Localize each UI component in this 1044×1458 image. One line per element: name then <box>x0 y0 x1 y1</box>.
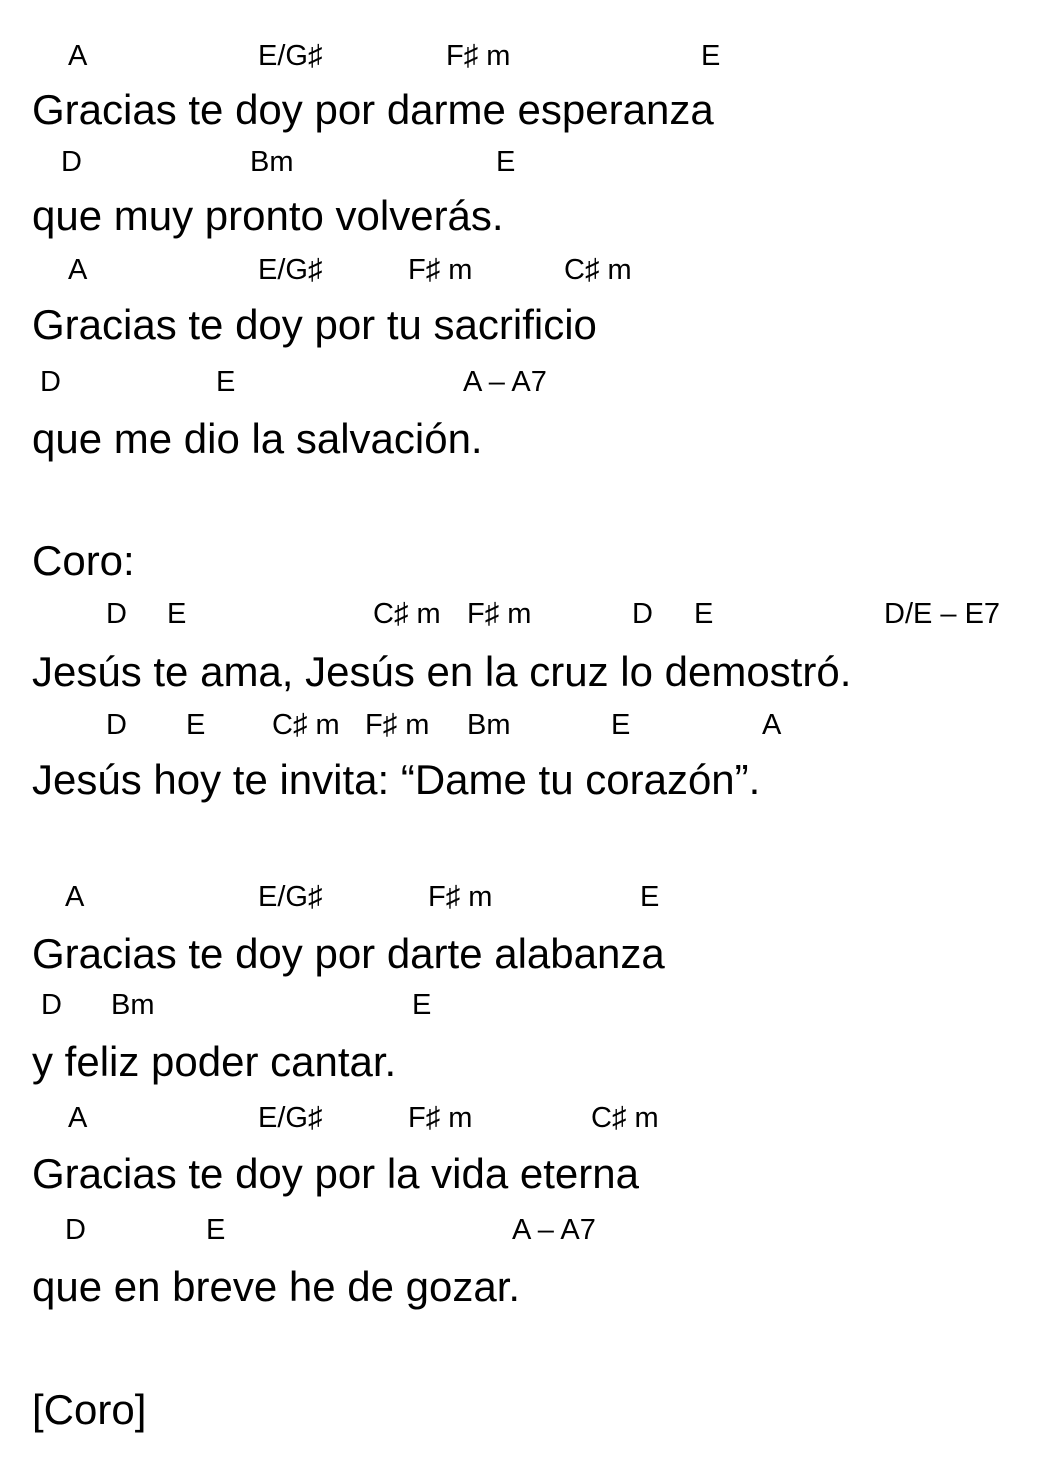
chord: Bm <box>250 146 294 178</box>
chord: D <box>61 146 82 178</box>
chord: E/G♯ <box>258 254 323 286</box>
lyric-line: Gracias te doy por tu sacrificio <box>32 301 597 348</box>
chord: C♯ m <box>373 598 441 630</box>
chord: D <box>632 598 653 630</box>
chord: E <box>694 598 714 630</box>
chord: A – A7 <box>463 366 547 398</box>
chord: F♯ m <box>428 881 493 913</box>
chord: A – A7 <box>512 1214 596 1246</box>
chorus-repeat-label: [Coro] <box>32 1386 147 1433</box>
lyric-line: y feliz poder cantar. <box>32 1038 397 1085</box>
chord: Bm <box>467 709 511 741</box>
lyric-line: Gracias te doy por la vida eterna <box>32 1150 639 1197</box>
chord: F♯ m <box>467 598 532 630</box>
chord: E/G♯ <box>258 881 323 913</box>
chord: A <box>68 40 88 72</box>
chord: C♯ m <box>564 254 632 286</box>
lyric-line: Jesús hoy te invita: “Dame tu corazón”. <box>32 756 761 803</box>
chord: F♯ m <box>408 1102 473 1134</box>
chord: E <box>611 709 631 741</box>
chord: E <box>412 989 432 1021</box>
chorus-label: Coro: <box>32 537 135 584</box>
chord: E/G♯ <box>258 40 323 72</box>
lyric-line: Gracias te doy por darme esperanza <box>32 86 714 133</box>
lyric-line: que en breve he de gozar. <box>32 1263 521 1310</box>
chord: D <box>40 366 61 398</box>
chord: A <box>68 254 88 286</box>
chord: F♯ m <box>446 40 511 72</box>
chord: F♯ m <box>365 709 430 741</box>
chord: E <box>216 366 236 398</box>
chord: E <box>496 146 516 178</box>
lyric-line: que muy pronto volverás. <box>32 192 504 239</box>
chord: C♯ m <box>272 709 340 741</box>
chord: D <box>106 598 127 630</box>
chord: D/E – E7 <box>884 598 1001 630</box>
chord: E <box>186 709 206 741</box>
chord: F♯ m <box>408 254 473 286</box>
chord: E <box>206 1214 226 1246</box>
chord: A <box>65 881 85 913</box>
lyric-line: Jesús te ama, Jesús en la cruz lo demostró. <box>32 648 852 695</box>
chord: D <box>106 709 127 741</box>
chord: C♯ m <box>591 1102 659 1134</box>
chord: E <box>640 881 660 913</box>
chord: E <box>701 40 721 72</box>
chord: D <box>65 1214 86 1246</box>
lyric-line: que me dio la salvación. <box>32 415 483 462</box>
chord: A <box>68 1102 88 1134</box>
chord: A <box>762 709 782 741</box>
chord: D <box>41 989 62 1021</box>
chord: E <box>167 598 187 630</box>
chord: E/G♯ <box>258 1102 323 1134</box>
chord: Bm <box>111 989 155 1021</box>
lyric-line: Gracias te doy por darte alabanza <box>32 930 665 977</box>
